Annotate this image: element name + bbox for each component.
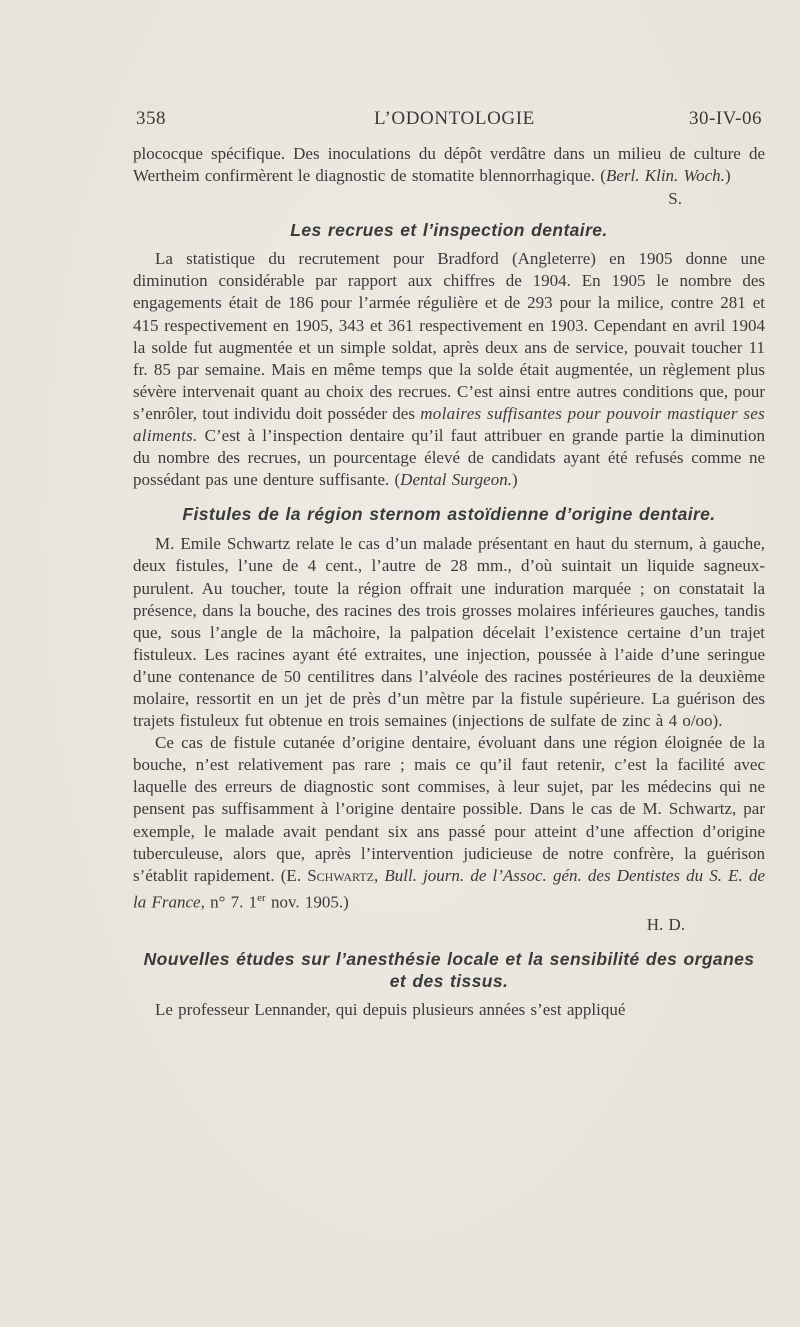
issue-date: 30-IV-06 xyxy=(689,108,762,129)
paragraph: Le professeur Lennander, qui depuis plusieurs années s’est appliqué xyxy=(155,999,626,1019)
section-heading: Fistules de la région sternom astoïdienne d’origine dentaire. xyxy=(182,504,716,525)
reference-citation: Bull. journ. de l’Assoc. gén. des Dentistes du S. E. de la France, xyxy=(133,865,765,912)
reference-citation: Berl. Klin. Woch. xyxy=(605,166,725,186)
section-heading: Nouvelles études sur l’anesthésie locale et la sensibilité des organes et des tissus. xyxy=(143,948,755,991)
paragraph: M. Emile Schwartz relate le cas d’un malade présentant en haut du sternum, à gauche, deux fistules, l’une de 4 cent., l’autre de 28 mm., d’où suintait un liquide sagneux-purulent. Au toucher, toute la région offrait une induration marquée ; on constatait la présence, dans la bouche, des racines des trois grosses molaires inférieures gauches, tandis que, sous l’angle de la mâchoire, la palpation décelait l’existence certaine d’un trajet fistuleux. Les racines ayant été extraites, une injection, poussée à l’aide d’une seringue d’une contenance de 50 centilitres dans l’alvéole des racines postérieures de la deuxième molaire, ressortit en un jet de près d’un mètre par la fistule supérieure. La guérison des trajets fistuleux fut obtenue en trois semaines (injections de sulfate de zinc à 4 o/oo). xyxy=(133,534,765,731)
article-body xyxy=(133,143,765,1021)
signature: H. D. xyxy=(646,914,685,934)
running-header xyxy=(136,108,762,138)
paragraph: La statistique du recrutement pour Bradford (Angleterre) en 1905 donne une diminution considérable par rapport aux chiffres de 1904. En 1905 le nombre des engagements était de 186 pour l’armée régulière et de 293 pour la milice, contre 281 et 415 respectivement en 1905, 343 et 361 respectivement en 1903. Cependant en avril 1904 la solde fut augmentée et un simple soldat, après deux ans de service, pouvait toucher 11 fr. 85 par semaine. Mais en même temps que la solde était augmentée, un règlement plus sévère intervenait quant au choix des recrues. C’est ainsi entre autres conditions que, pour s’enrôler, tout individu doit posséder des molaires suffisantes pour pouvoir mastiquer ses aliments. C’est à l’inspection dentaire qu’il faut attribuer en grande partie la diminution du nombre des recrues, un pourcentage élevé de candidats ayant été refusés comme ne possédant pas une denture suffisante. (Dental Surgeon.) xyxy=(133,249,765,490)
continued-paragraph: plococque spécifique. Des inoculations du dépôt verdâtre dans un milieu de culture de Wertheim confirmèrent le diagnostic de stomatite blennorrhagique. (Berl. Klin. Woch.) xyxy=(133,144,765,186)
page-number: 358 xyxy=(136,108,166,129)
emphasis: molaires suffisantes pour pouvoir mastiquer ses aliments. xyxy=(133,403,765,446)
author-name: Schwartz xyxy=(307,865,374,885)
journal-title: L’ODONTOLOGIE xyxy=(374,108,535,129)
section-heading: Les recrues et l’inspection dentaire. xyxy=(290,220,608,241)
reference-citation: Dental Surgeon. xyxy=(400,470,512,490)
paragraph: Ce cas de fistule cutanée d’origine dentaire, évoluant dans une région éloignée de la bouche, n’est relativement pas rare ; mais ce qu’il faut retenir, c’est la facilité avec laquelle des erreurs de diagnostic sont commises, à leur sujet, par les médecins qui ne pensent pas suffisamment à l’origine dentaire possible. Dans le cas de M. Schwartz, par exemple, le malade avait pendant six ans passé pour atteint d’une affection d’origine tuberculeuse, alors que, après l’intervention judicieuse de notre confrère, la guérison s’établit rapidement. (E. Schwartz, Bull. journ. de l’Assoc. gén. des Dentistes du S. E. de la France, n° 7. 1er nov. 1905.) xyxy=(133,733,765,912)
signature: S. xyxy=(668,189,682,209)
